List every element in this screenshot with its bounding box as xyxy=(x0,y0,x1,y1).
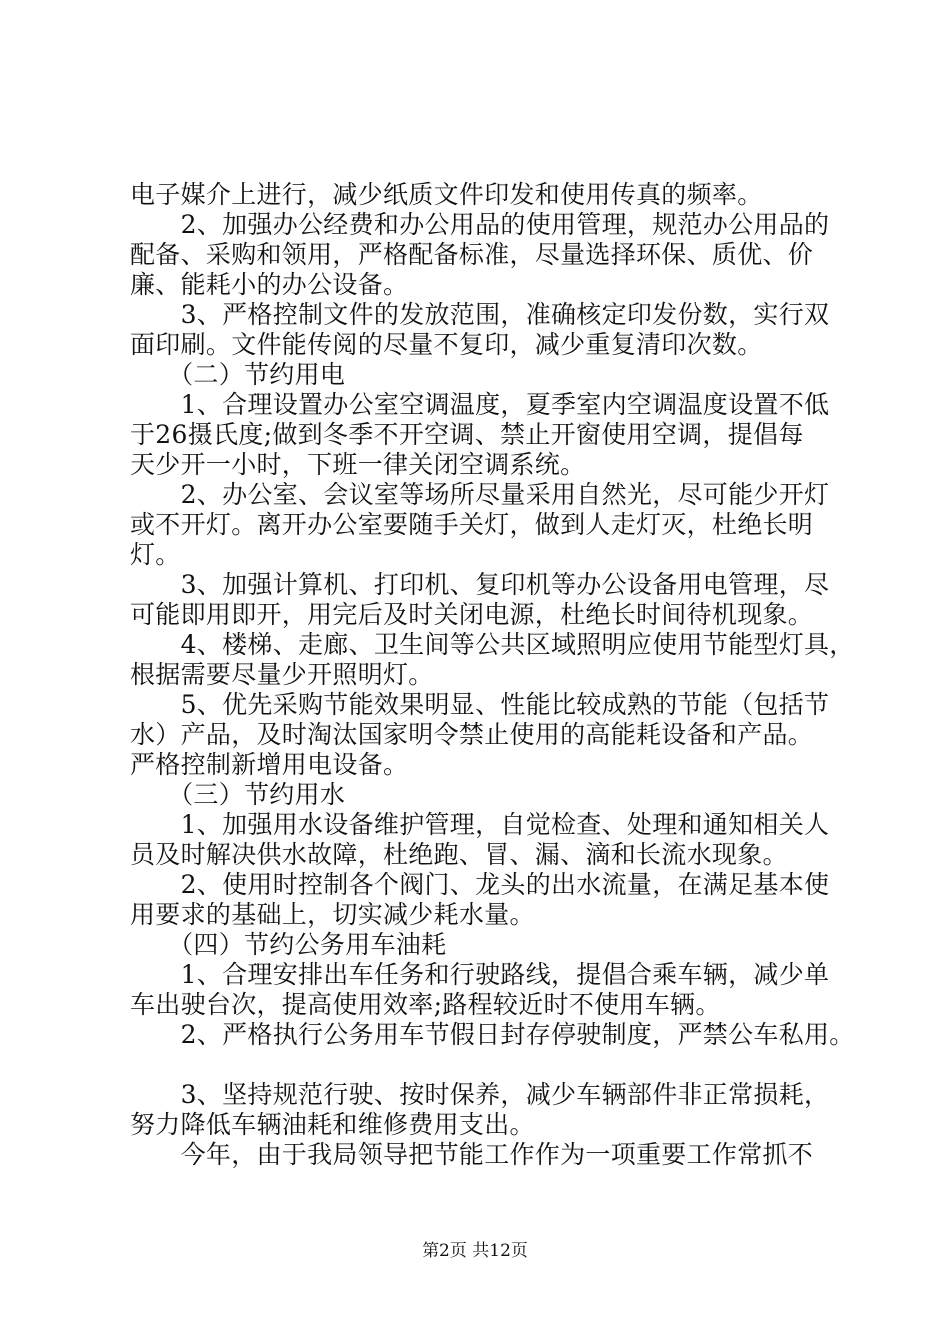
text-line: 1、合理安排出车任务和行驶路线，提倡合乘车辆，减少单 xyxy=(130,960,830,989)
text-line: 水）产品，及时淘汰国家明令禁止使用的高能耗设备和产品。 xyxy=(130,720,814,749)
text-line: 或不开灯。离开办公室要随手关灯，做到人走灯灭，杜绝长明 xyxy=(130,510,814,539)
text-line: 2、办公室、会议室等场所尽量采用自然光，尽可能少开灯 xyxy=(130,480,830,509)
text-line: 面印刷。文件能传阅的尽量不复印，减少重复清印次数。 xyxy=(130,330,763,359)
text-line: 3、严格控制文件的发放范围，准确核定印发份数，实行双 xyxy=(130,300,830,329)
page-number-footer: 第2页 共12页 xyxy=(422,1241,528,1261)
text-line: 3、加强计算机、打印机、复印机等办公设备用电管理，尽 xyxy=(130,570,830,599)
text-line: 努力降低车辆油耗和维修费用支出。 xyxy=(130,1110,535,1139)
text-line: 1、合理设置办公室空调温度，夏季室内空调温度设置不低 xyxy=(130,390,830,419)
section-heading: （四）节约公务用车油耗 xyxy=(130,930,447,959)
text-line: 车出驶台次，提高使用效率;路程较近时不使用车辆。 xyxy=(130,990,721,1019)
text-line: 5、优先采购节能效果明显、性能比较成熟的节能（包括节 xyxy=(130,690,830,719)
text-line: 2、严格执行公务用车节假日封存停驶制度，严禁公车私用。 xyxy=(130,1020,855,1049)
text-line: 可能即用即开，用完后及时关闭电源，杜绝长时间待机现象。 xyxy=(130,600,814,629)
text-line: 廉、能耗小的办公设备。 xyxy=(130,270,409,299)
text-line: 员及时解决供水故障，杜绝跑、冒、漏、滴和长流水现象。 xyxy=(130,840,788,869)
text-line: 配备、采购和领用，严格配备标准，尽量选择环保、质优、价 xyxy=(130,240,814,269)
text-line: 天少开一小时，下班一律关闭空调系统。 xyxy=(130,450,586,479)
text-line: 3、坚持规范行驶、按时保养，减少车辆部件非正常损耗， xyxy=(130,1080,830,1109)
text-line: 2、使用时控制各个阀门、龙头的出水流量，在满足基本使 xyxy=(130,870,830,899)
text-line: 用要求的基础上，切实减少耗水量。 xyxy=(130,900,535,929)
text-line: 今年，由于我局领导把节能工作作为一项重要工作常抓不 xyxy=(130,1140,814,1169)
text-line: 于26摄氏度;做到冬季不开空调、禁止开窗使用空调，提倡每 xyxy=(130,420,804,449)
text-line: 灯。 xyxy=(130,540,181,569)
text-line: 4、楼梯、走廊、卫生间等公共区域照明应使用节能型灯具， xyxy=(130,630,855,659)
section-heading: （二）节约用电 xyxy=(130,360,346,389)
text-line: 电子媒介上进行，减少纸质文件印发和使用传真的频率。 xyxy=(130,180,763,209)
text-line: 严格控制新增用电设备。 xyxy=(130,750,409,779)
section-heading: （三）节约用水 xyxy=(130,780,346,809)
text-line: 根据需要尽量少开照明灯。 xyxy=(130,660,434,689)
text-line: 2、加强办公经费和办公用品的使用管理，规范办公用品的 xyxy=(130,210,830,239)
text-line: 1、加强用水设备维护管理，自觉检查、处理和通知相关人 xyxy=(130,810,830,839)
